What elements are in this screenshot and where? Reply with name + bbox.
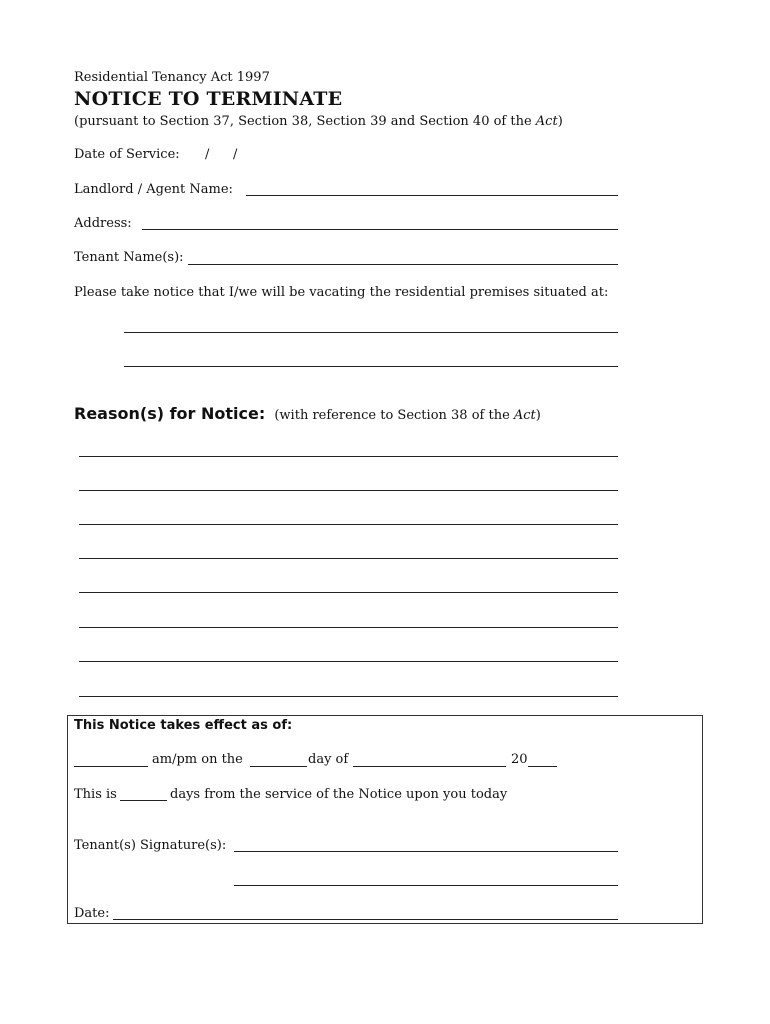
tenant-label: Tenant Name(s): (74, 250, 184, 265)
signature-line-1[interactable] (234, 851, 618, 852)
time-blank[interactable] (74, 766, 148, 767)
date-separator-1: / (205, 147, 210, 162)
days-text: days from the service of the Notice upon you today (170, 787, 508, 802)
reasons-note-act: Act (513, 408, 536, 423)
premises-line-2[interactable] (124, 366, 618, 367)
month-blank[interactable] (353, 766, 506, 767)
reason-line-1[interactable] (79, 456, 618, 457)
reason-line-6[interactable] (79, 627, 618, 628)
subtitle (74, 114, 563, 129)
reason-line-4[interactable] (79, 558, 618, 559)
date-label: Date: (74, 906, 110, 921)
tenant-name-line[interactable] (188, 264, 618, 265)
subtitle-prefix: (pursuant to Section 37, Section 38, Section 39 and Section 40 of the (74, 114, 536, 129)
address-line[interactable] (142, 229, 618, 230)
day-blank[interactable] (250, 766, 307, 767)
subtitle-act: Act (535, 114, 558, 129)
effect-heading: This Notice takes effect as of: (74, 718, 293, 733)
reason-line-7[interactable] (79, 661, 618, 662)
landlord-label: Landlord / Agent Name: (74, 182, 233, 197)
landlord-name-line[interactable] (246, 195, 618, 196)
year-prefix: 20 (511, 752, 528, 767)
effect-box (67, 715, 703, 924)
reasons-note-suffix: ) (535, 408, 541, 423)
reason-line-5[interactable] (79, 592, 618, 593)
reason-line-2[interactable] (79, 490, 618, 491)
address-label: Address: (74, 216, 132, 231)
this-is-text: This is (74, 787, 117, 802)
page-title: NOTICE TO TERMINATE (74, 88, 343, 110)
reasons-heading (74, 404, 541, 423)
reasons-title: Reason(s) for Notice: (74, 404, 266, 423)
act-name: Residential Tenancy Act 1997 (74, 70, 270, 85)
date-separator-2: / (233, 147, 238, 162)
notice-text: Please take notice that I/we will be vacating the residential premises situated at: (74, 285, 609, 300)
reason-line-3[interactable] (79, 524, 618, 525)
reasons-note-prefix: (with reference to Section 38 of the (274, 408, 514, 423)
signature-line-2[interactable] (234, 885, 618, 886)
subtitle-suffix: ) (557, 114, 563, 129)
date-of-service-label: Date of Service: (74, 147, 180, 162)
date-line[interactable] (113, 919, 618, 920)
premises-line-1[interactable] (124, 332, 618, 333)
year-blank[interactable] (528, 766, 557, 767)
signature-label: Tenant(s) Signature(s): (74, 838, 227, 853)
ampm-text: am/pm on the (152, 752, 243, 767)
reasons-note (274, 408, 541, 423)
day-of-text: day of (308, 752, 349, 767)
reason-line-8[interactable] (79, 696, 618, 697)
days-blank[interactable] (120, 800, 167, 801)
